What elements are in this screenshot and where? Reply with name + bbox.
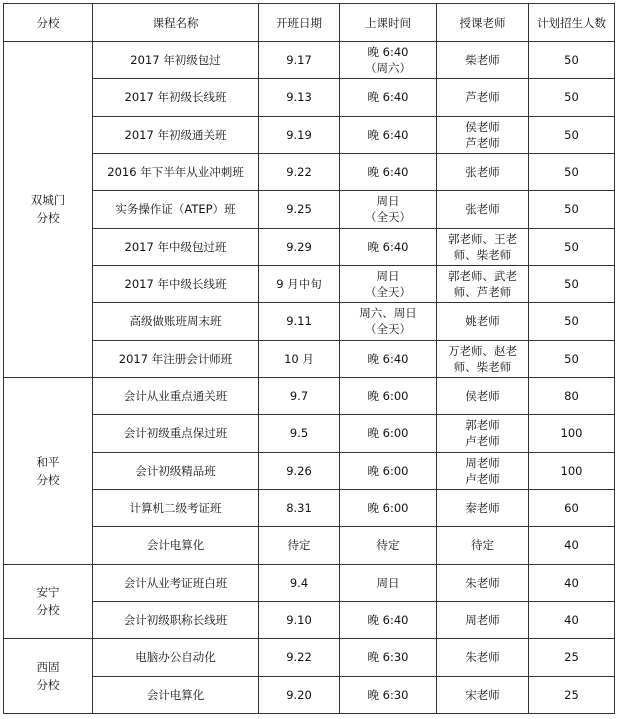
- date-cell: 9.5: [259, 415, 340, 452]
- teacher-line: 郭老师、武老: [448, 269, 517, 284]
- teacher-line: 万老师、赵老: [448, 343, 517, 358]
- date-cell: 9.25: [259, 191, 340, 228]
- teacher-line: 待定: [471, 538, 494, 553]
- table-row: [4, 303, 615, 340]
- table-row: [4, 489, 615, 526]
- campus-cell: [4, 564, 93, 639]
- teacher-cell: [437, 564, 529, 601]
- table-row: [4, 527, 615, 564]
- table-row: [4, 340, 615, 377]
- campus-line: 双城门: [30, 193, 66, 208]
- course-cell: 2017 年注册会计师班: [93, 340, 259, 377]
- table-row: [4, 79, 615, 116]
- time-line: （全天）: [365, 210, 411, 225]
- date-cell: 待定: [259, 527, 340, 564]
- course-cell: 电脑办公自动化: [93, 639, 259, 676]
- table-row: [4, 153, 615, 190]
- time-line: 晚 6:30: [367, 650, 409, 665]
- table-row: [4, 601, 615, 638]
- teacher-line: 姚老师: [465, 314, 500, 329]
- teacher-cell: [437, 676, 529, 713]
- time-cell: [340, 42, 437, 79]
- teacher-line: 侯老师: [465, 119, 500, 134]
- table-row: [4, 228, 615, 265]
- teacher-line: 张老师: [465, 202, 500, 217]
- course-cell: 实务操作证（ATEP）班: [93, 191, 259, 228]
- teacher-line: 宋老师: [465, 687, 500, 702]
- campus-line: 分校: [36, 472, 60, 487]
- time-line: 晚 6:40: [367, 613, 409, 628]
- header-time: 上课时间: [340, 4, 437, 42]
- teacher-line: 郭老师、王老: [448, 231, 517, 246]
- count-cell: 50: [529, 79, 615, 116]
- time-line: 晚 6:00: [367, 501, 409, 516]
- date-cell: 9.22: [259, 153, 340, 190]
- teacher-line: 师、柴老师: [453, 359, 512, 374]
- teacher-line: 柴老师: [465, 53, 500, 68]
- time-cell: [340, 639, 437, 676]
- table-body: [4, 42, 615, 714]
- date-cell: 9.10: [259, 601, 340, 638]
- time-cell: [340, 601, 437, 638]
- time-line: 周日: [376, 575, 400, 590]
- teacher-cell: [437, 527, 529, 564]
- time-cell: [340, 452, 437, 489]
- time-line: 晚 6:00: [367, 426, 409, 441]
- campus-line: 和平: [36, 454, 60, 469]
- time-line: 周日: [376, 194, 400, 209]
- teacher-cell: [437, 601, 529, 638]
- time-cell: [340, 228, 437, 265]
- count-cell: 50: [529, 116, 615, 153]
- course-cell: 会计电算化: [93, 527, 259, 564]
- time-cell: [340, 340, 437, 377]
- time-cell: [340, 415, 437, 452]
- table-row: [4, 564, 615, 601]
- course-cell: 会计从业考证班白班: [93, 564, 259, 601]
- teacher-line: 师、芦老师: [453, 285, 512, 300]
- course-cell: 高级做账班周末班: [93, 303, 259, 340]
- date-cell: 10 月: [259, 340, 340, 377]
- teacher-cell: [437, 116, 529, 153]
- course-cell: 会计电算化: [93, 676, 259, 713]
- time-cell: [340, 79, 437, 116]
- count-cell: 50: [529, 42, 615, 79]
- teacher-line: 秦老师: [465, 501, 500, 516]
- count-cell: 100: [529, 415, 615, 452]
- date-cell: 9.7: [259, 377, 340, 414]
- course-cell: 会计从业重点通关班: [93, 377, 259, 414]
- time-line: 晚 6:40: [367, 351, 409, 366]
- teacher-cell: [437, 42, 529, 79]
- count-cell: 80: [529, 377, 615, 414]
- teacher-line: 郭老师: [465, 418, 500, 433]
- count-cell: 50: [529, 340, 615, 377]
- count-cell: 100: [529, 452, 615, 489]
- course-cell: 2017 年初级包过: [93, 42, 259, 79]
- header-count: 计划招生人数: [529, 4, 615, 42]
- date-cell: 9.4: [259, 564, 340, 601]
- time-line: 周日: [376, 269, 400, 284]
- course-cell: 会计初级精品班: [93, 452, 259, 489]
- teacher-line: 芦老师: [465, 90, 500, 105]
- time-cell: [340, 564, 437, 601]
- date-cell: 8.31: [259, 489, 340, 526]
- table-row: [4, 191, 615, 228]
- date-cell: 9.19: [259, 116, 340, 153]
- header-date: 开班日期: [259, 4, 340, 42]
- count-cell: 25: [529, 639, 615, 676]
- date-cell: 9.20: [259, 676, 340, 713]
- table-row: [4, 676, 615, 713]
- course-cell: 会计初级重点保过班: [93, 415, 259, 452]
- time-line: 晚 6:00: [367, 463, 409, 478]
- course-cell: 会计初级职称长线班: [93, 601, 259, 638]
- teacher-cell: [437, 377, 529, 414]
- time-line: 晚 6:30: [367, 687, 409, 702]
- time-cell: [340, 153, 437, 190]
- teacher-cell: [437, 79, 529, 116]
- table-row: [4, 639, 615, 676]
- course-cell: 计算机二级考证班: [93, 489, 259, 526]
- time-cell: [340, 303, 437, 340]
- teacher-line: 侯老师: [465, 389, 500, 404]
- teacher-line: 周老师: [465, 613, 500, 628]
- campus-line: 安宁: [36, 585, 60, 600]
- campus-cell: [4, 42, 93, 378]
- time-line: 晚 6:40: [367, 45, 409, 60]
- campus-cell: [4, 377, 93, 564]
- teacher-line: 芦老师: [465, 135, 500, 150]
- teacher-line: 张老师: [465, 165, 500, 180]
- teacher-cell: [437, 452, 529, 489]
- table-row: [4, 377, 615, 414]
- time-line: 待定: [376, 538, 400, 553]
- time-line: 晚 6:40: [367, 239, 409, 254]
- teacher-line: 师、柴老师: [453, 247, 512, 262]
- teacher-line: 周老师: [465, 455, 500, 470]
- count-cell: 40: [529, 564, 615, 601]
- count-cell: 50: [529, 303, 615, 340]
- teacher-cell: [437, 415, 529, 452]
- teacher-cell: [437, 639, 529, 676]
- date-cell: 9.17: [259, 42, 340, 79]
- header-campus: 分校: [4, 4, 93, 42]
- time-line: 周六、周日: [359, 306, 417, 321]
- time-cell: [340, 116, 437, 153]
- time-cell: [340, 489, 437, 526]
- campus-cell: [4, 639, 93, 714]
- time-cell: [340, 377, 437, 414]
- count-cell: 40: [529, 527, 615, 564]
- teacher-cell: [437, 489, 529, 526]
- time-line: 晚 6:40: [367, 127, 409, 142]
- table-row: [4, 415, 615, 452]
- time-line: （全天）: [365, 285, 411, 300]
- time-line: 晚 6:40: [367, 90, 409, 105]
- time-line: 晚 6:00: [367, 389, 409, 404]
- table-row: [4, 42, 615, 79]
- date-cell: 9.29: [259, 228, 340, 265]
- teacher-line: 卢老师: [465, 471, 500, 486]
- teacher-line: 朱老师: [465, 575, 500, 590]
- count-cell: 40: [529, 601, 615, 638]
- campus-line: 分校: [36, 211, 60, 226]
- campus-line: 分校: [36, 678, 60, 693]
- date-cell: 9.22: [259, 639, 340, 676]
- time-cell: [340, 676, 437, 713]
- table-row: [4, 452, 615, 489]
- course-cell: 2016 年下半年从业冲刺班: [93, 153, 259, 190]
- course-cell: 2017 年初级通关班: [93, 116, 259, 153]
- teacher-cell: [437, 340, 529, 377]
- count-cell: 50: [529, 153, 615, 190]
- table-row: [4, 116, 615, 153]
- teacher-cell: [437, 228, 529, 265]
- time-cell: [340, 265, 437, 302]
- date-cell: 9.13: [259, 79, 340, 116]
- course-cell: 2017 年中级长线班: [93, 265, 259, 302]
- course-cell: 2017 年中级包过班: [93, 228, 259, 265]
- teacher-line: 朱老师: [465, 650, 500, 665]
- teacher-line: 卢老师: [465, 434, 500, 449]
- time-cell: [340, 191, 437, 228]
- course-schedule-table: [3, 3, 615, 714]
- teacher-cell: [437, 265, 529, 302]
- count-cell: 25: [529, 676, 615, 713]
- header-teacher: 授课老师: [437, 4, 529, 42]
- header-course: 课程名称: [93, 4, 259, 42]
- time-cell: [340, 527, 437, 564]
- teacher-cell: [437, 191, 529, 228]
- campus-line: 西固: [36, 660, 60, 675]
- teacher-cell: [437, 153, 529, 190]
- table-row: [4, 265, 615, 302]
- teacher-cell: [437, 303, 529, 340]
- count-cell: 50: [529, 265, 615, 302]
- header-row: [4, 4, 615, 42]
- count-cell: 60: [529, 489, 615, 526]
- date-cell: 9.26: [259, 452, 340, 489]
- campus-line: 分校: [36, 603, 60, 618]
- date-cell: 9 月中旬: [259, 265, 340, 302]
- time-line: 晚 6:40: [367, 165, 409, 180]
- course-cell: 2017 年初级长线班: [93, 79, 259, 116]
- time-line: （全天）: [365, 322, 411, 337]
- date-cell: 9.11: [259, 303, 340, 340]
- time-line: （周六）: [365, 61, 411, 76]
- count-cell: 50: [529, 191, 615, 228]
- count-cell: 50: [529, 228, 615, 265]
